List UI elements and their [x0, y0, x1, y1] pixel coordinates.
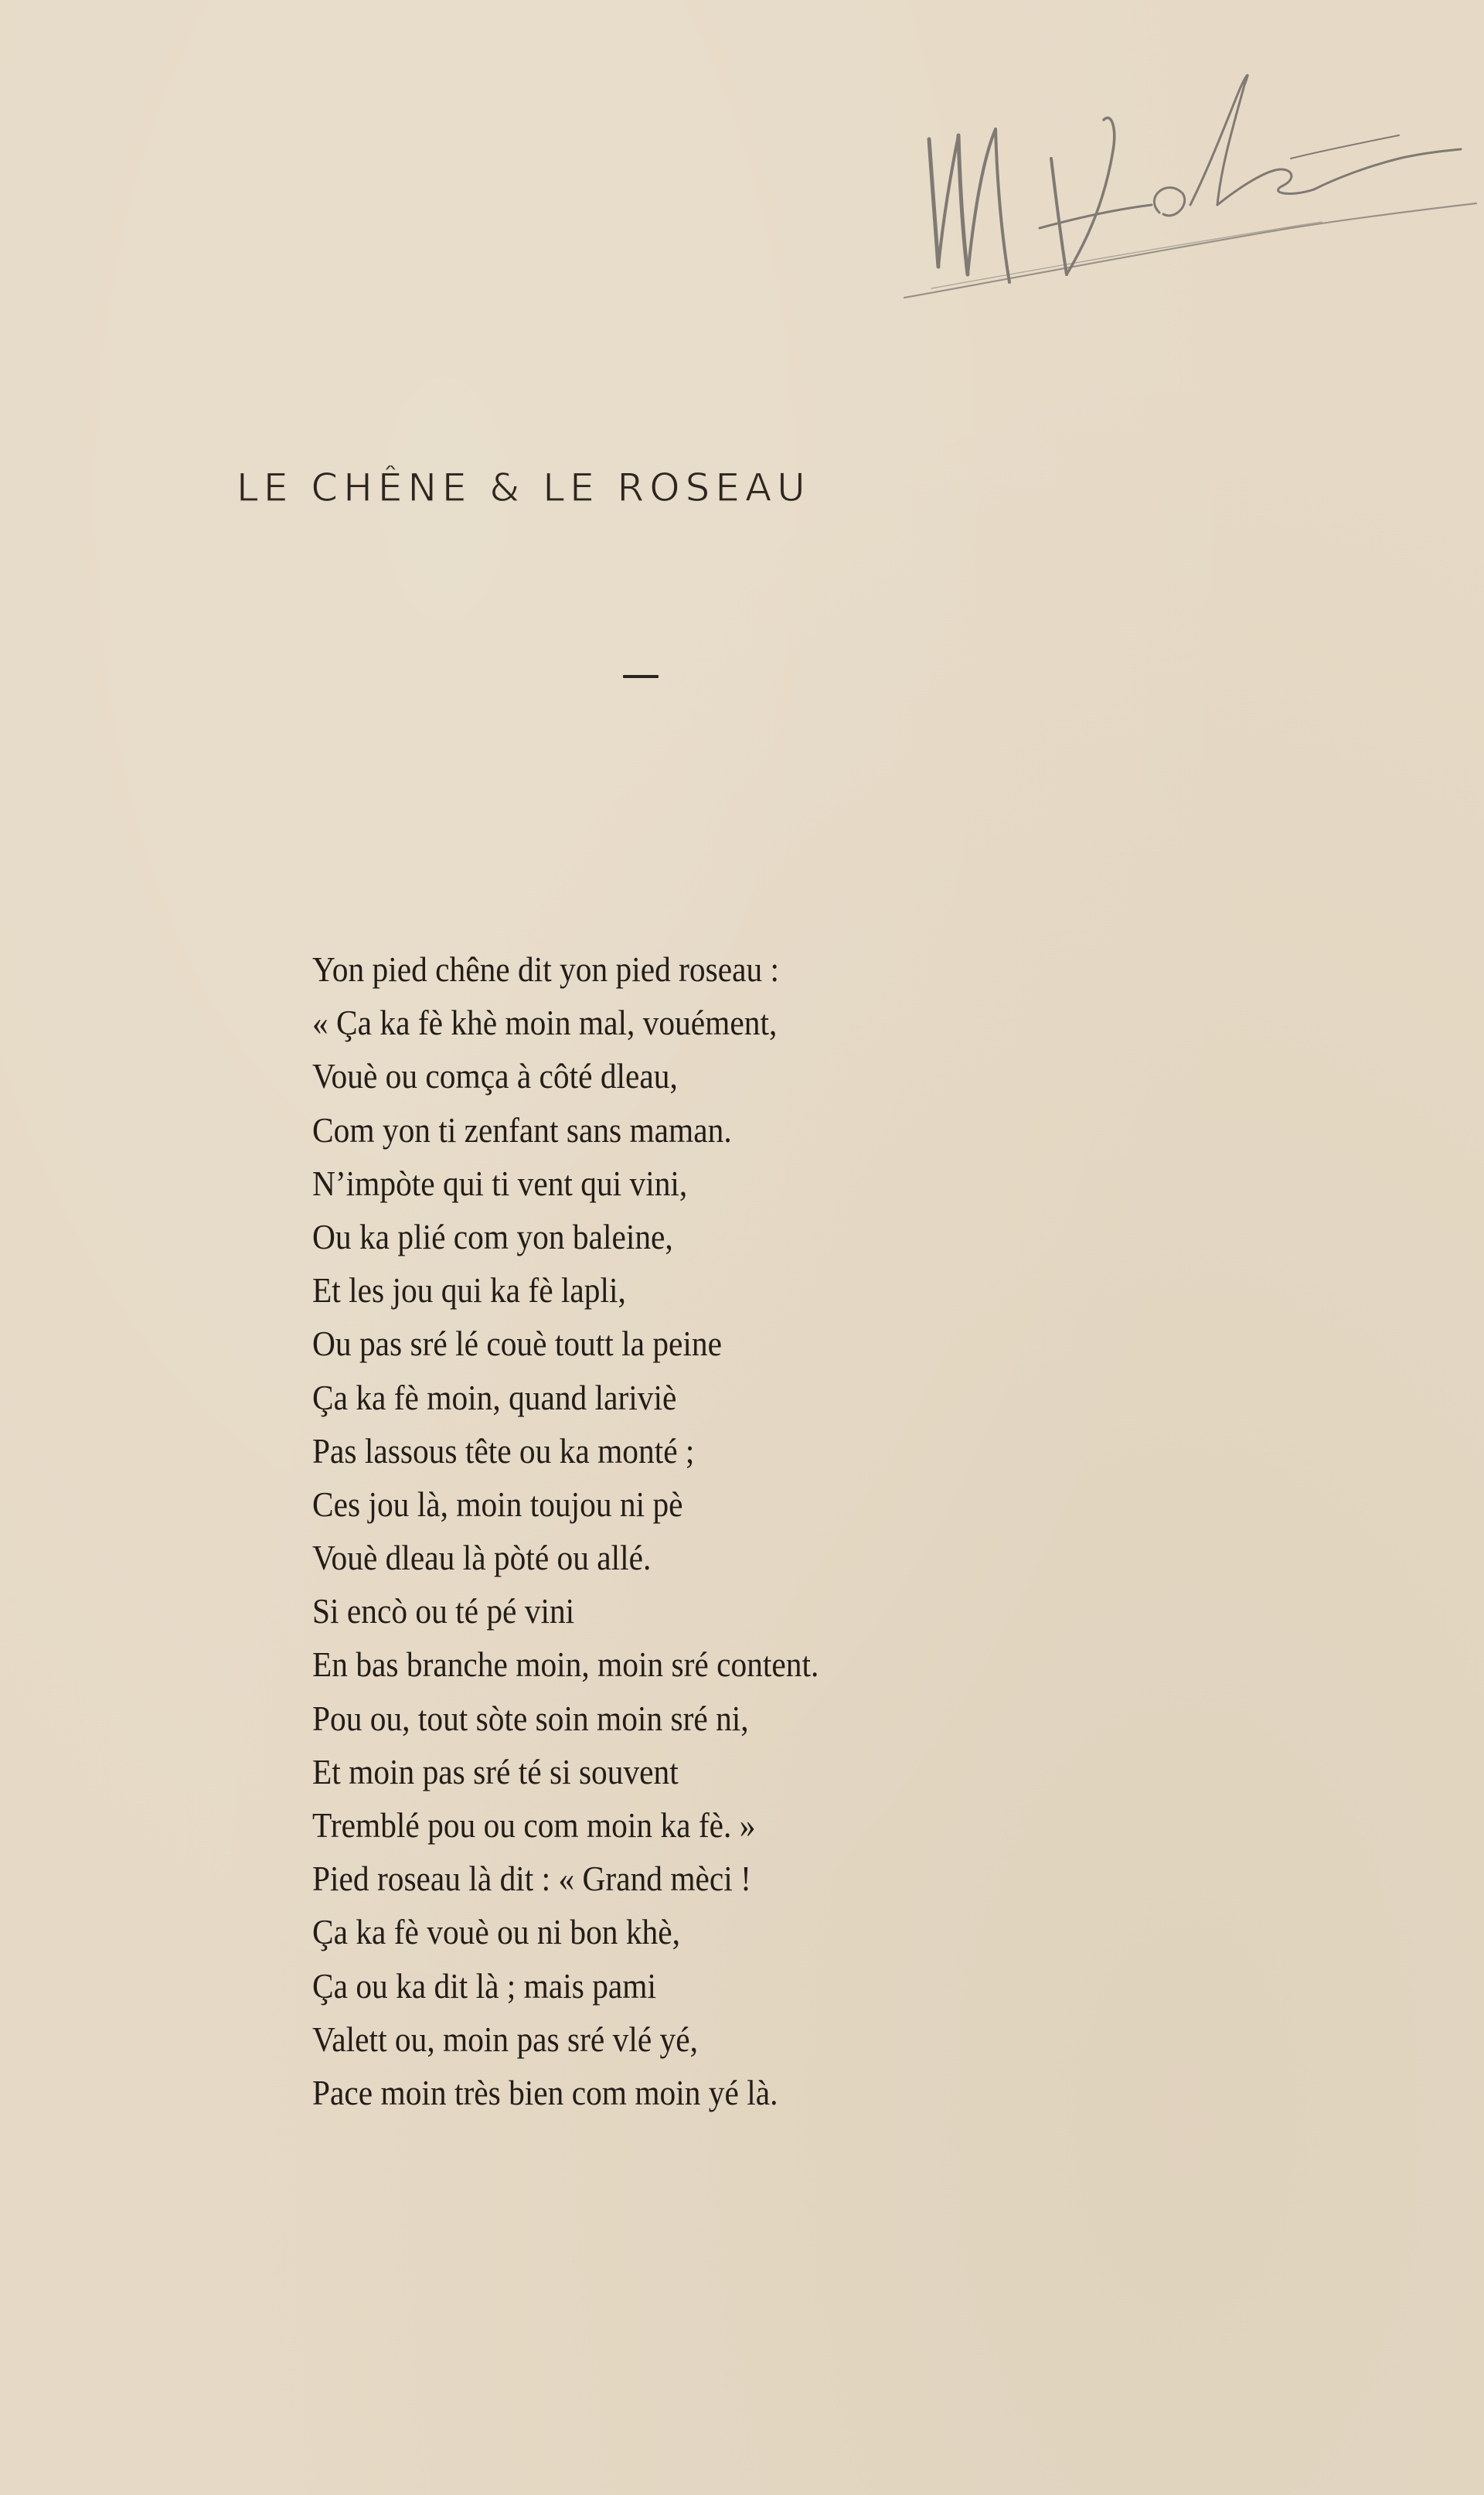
poem-title: LE CHÊNE & LE ROSEAU	[237, 465, 811, 510]
poem-line: Ou pas sré lé couè toutt la peine	[312, 1324, 722, 1364]
poem-line: Valett ou, moin pas sré vlé yé,	[312, 2019, 698, 2059]
poem-line: Et les jou qui ka fè lapli,	[312, 1270, 626, 1311]
poem-line: En bas branche moin, moin sré content.	[312, 1645, 819, 1685]
handwritten-signature-icon	[858, 43, 1484, 321]
poem-line: Vouè dleau là pòté ou allé.	[312, 1538, 652, 1578]
poem-line: Ça ka fè vouè ou ni bon khè,	[312, 1912, 680, 1952]
poem-line: Pou ou, tout sòte soin moin sré ni,	[312, 1698, 749, 1738]
poem-line: Ça ka fè moin, quand lariviè	[312, 1377, 677, 1417]
poem-stanza	[312, 942, 1085, 2119]
poem-line: N’impòte qui ti vent qui vini,	[312, 1163, 688, 1203]
poem-line: Com yon ti zenfant sans maman.	[312, 1109, 732, 1150]
poem-line: Ces jou là, moin toujou ni pè	[312, 1484, 683, 1524]
poem-line: Et moin pas sré té si souvent	[312, 1751, 679, 1791]
poem-line: Tremblé pou ou com moin ka fè. »	[312, 1805, 756, 1845]
title-divider	[623, 675, 659, 678]
poem-line: Ça ou ka dit là ; mais pami	[312, 1965, 656, 2006]
poem-line: Pace moin très bien com moin yé là.	[312, 2072, 778, 2112]
poem-line: Si encò ou té pé vini	[312, 1591, 575, 1631]
poem-line: Ou ka plié com yon baleine,	[312, 1216, 673, 1256]
poem-line: Yon pied chêne dit yon pied roseau :	[312, 949, 780, 989]
poem-line: « Ça ka fè khè moin mal, vouément,	[312, 1003, 778, 1043]
poem-line: Pied roseau là dit : « Grand mèci !	[312, 1859, 751, 1899]
poem-line: Vouè ou comça à côté dleau,	[312, 1056, 678, 1096]
poem-line: Pas lassous tête ou ka monté ;	[312, 1430, 695, 1471]
